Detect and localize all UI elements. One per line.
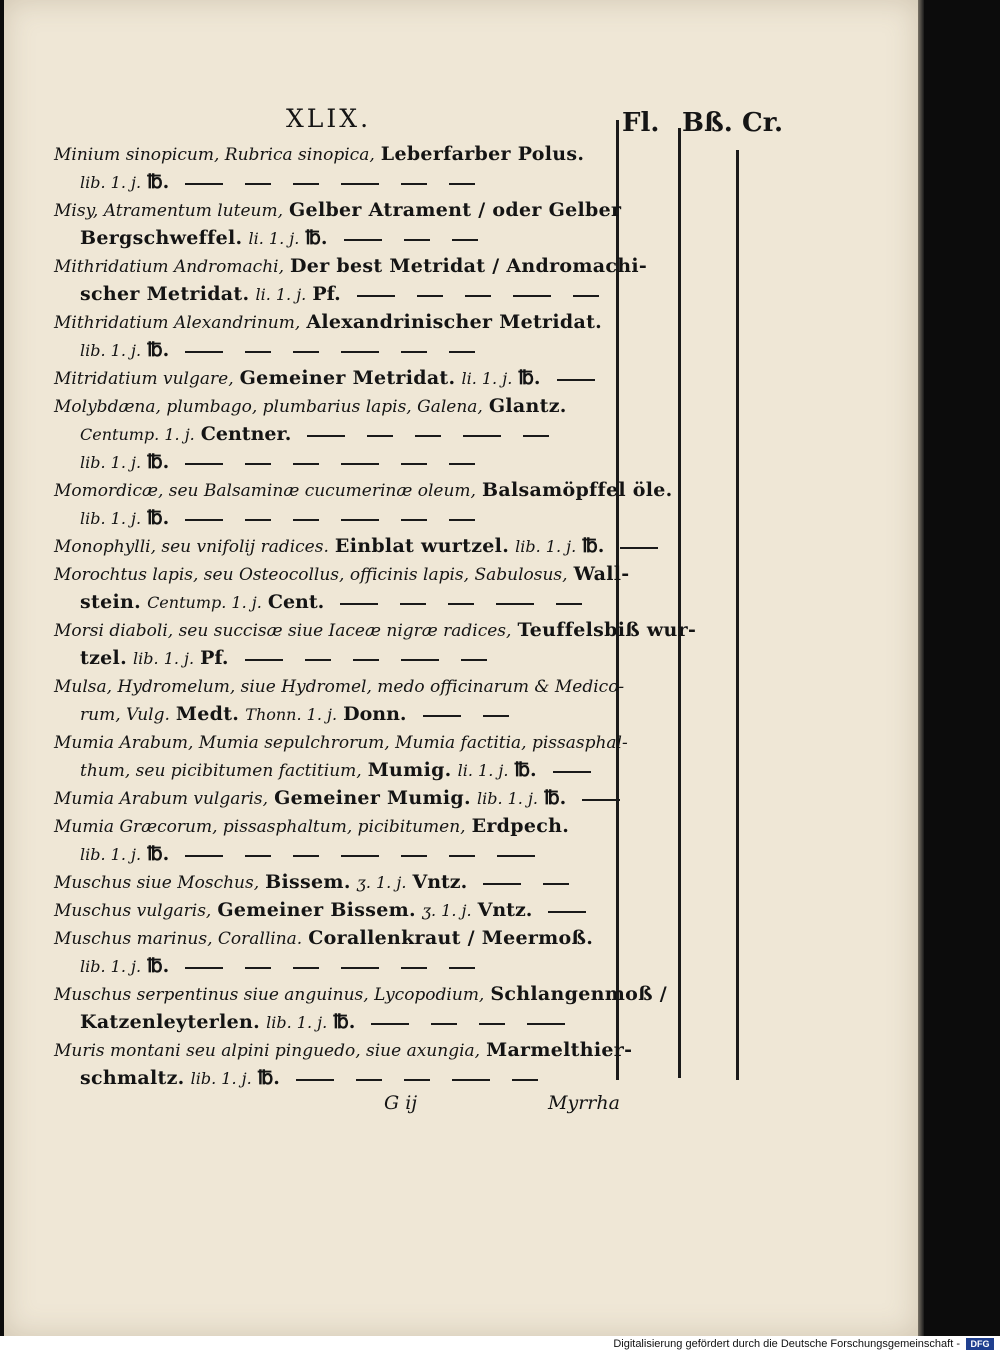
dash-mark xyxy=(341,519,379,521)
entry-quantity: Thonn. 1. j. xyxy=(245,705,338,724)
entry-german: Balsamöpffel öle. xyxy=(481,479,673,501)
price-dashes xyxy=(307,421,571,449)
entry-unit: ℔. xyxy=(582,535,605,557)
price-dashes xyxy=(185,449,497,477)
dash-mark xyxy=(245,659,283,661)
dash-mark xyxy=(479,1023,505,1025)
price-dashes xyxy=(245,645,509,673)
list-item xyxy=(54,364,614,392)
entry-latin: Muschus vulgaris, xyxy=(54,901,212,921)
entry-latin: Mumia Arabum, Mumia sepulchrorum, Mumia factitia, pissasphal- xyxy=(54,733,628,753)
entry-german: Gelber Atrament / oder Gelber xyxy=(289,199,622,221)
price-dashes xyxy=(340,589,604,617)
entry-latin: Mithridatium Alexandrinum, xyxy=(54,313,301,333)
column-rule-3 xyxy=(736,150,739,1080)
dash-mark xyxy=(245,519,271,521)
entry-latin: Muschus siue Moschus, xyxy=(54,873,260,893)
dash-mark xyxy=(465,295,491,297)
dash-mark xyxy=(185,463,223,465)
list-item xyxy=(54,280,614,308)
price-dashes xyxy=(185,169,497,197)
entry-unit: ℔. xyxy=(147,507,170,529)
price-dashes xyxy=(344,225,500,253)
dash-mark xyxy=(523,435,549,437)
dash-mark xyxy=(293,183,319,185)
list-item xyxy=(54,336,614,364)
entry-quantity: ʒ. 1. j. xyxy=(356,873,407,892)
entry-german: scher Metridat. xyxy=(80,283,250,305)
dash-mark xyxy=(543,883,569,885)
entry-german: Corallenkraut / Meermoß. xyxy=(308,927,594,949)
entry-quantity: lib. 1. j. xyxy=(133,649,195,668)
dash-mark xyxy=(449,463,475,465)
dash-mark xyxy=(293,463,319,465)
price-dashes xyxy=(296,1065,560,1093)
price-dashes xyxy=(371,1009,587,1037)
dash-mark xyxy=(556,603,582,605)
column-head-batzen: Bß. xyxy=(682,108,733,138)
entry-latin: Muschus serpentinus siue anguinus, Lycopodium, xyxy=(54,985,485,1005)
entry-german: Leberfarber Polus. xyxy=(380,143,585,165)
dash-mark xyxy=(582,799,620,801)
list-item xyxy=(54,896,614,924)
list-item xyxy=(54,728,628,756)
list-item xyxy=(54,504,614,532)
entry-latin: Morsi diaboli, seu succisæ siue Iaceæ nigræ radices, xyxy=(54,621,512,641)
entry-quantity: Centump. 1. j. xyxy=(80,425,195,444)
entry-german: Glantz. xyxy=(488,395,567,417)
entry-german: Katzenleyterlen. xyxy=(80,1011,261,1033)
dash-mark xyxy=(341,463,379,465)
list-item xyxy=(54,812,614,840)
entry-latin: Mumia Arabum vulgaris, xyxy=(54,789,269,809)
dash-mark xyxy=(553,771,591,773)
entry-german: Bergschweffel. xyxy=(80,227,243,249)
entry-quantity: lib. 1. j. xyxy=(80,957,142,976)
dash-mark xyxy=(245,463,271,465)
entry-latin: Muris montani seu alpini pinguedo, siue axungia, xyxy=(54,1041,481,1061)
entry-quantity: lib. 1. j. xyxy=(80,509,142,528)
entry-unit: ℔. xyxy=(147,843,170,865)
dash-mark xyxy=(293,519,319,521)
entry-unit: ℔. xyxy=(147,339,170,361)
list-item xyxy=(54,924,614,952)
list-item xyxy=(54,672,625,700)
list-item xyxy=(54,476,673,504)
dash-mark xyxy=(401,519,427,521)
dash-mark xyxy=(185,183,223,185)
dash-mark xyxy=(496,603,534,605)
dash-mark xyxy=(245,855,271,857)
entry-quantity: lib. 1. j. xyxy=(80,453,142,472)
price-dashes xyxy=(557,365,617,393)
entry-unit: Centner. xyxy=(200,423,292,445)
entry-german: tzel. xyxy=(80,647,127,669)
price-dashes xyxy=(357,281,621,309)
dash-mark xyxy=(341,351,379,353)
price-dashes xyxy=(553,757,613,785)
price-dashes xyxy=(185,953,497,981)
entry-latin: thum, seu picibitumen factitium, xyxy=(80,761,362,781)
dash-mark xyxy=(400,603,426,605)
price-list xyxy=(54,140,697,1092)
price-dashes xyxy=(185,841,557,869)
entry-german: Gemeiner Mumig. xyxy=(274,787,471,809)
dash-mark xyxy=(356,1079,382,1081)
entry-unit: Cent. xyxy=(267,591,325,613)
entry-unit: Vntz. xyxy=(477,899,533,921)
price-dashes xyxy=(483,869,591,897)
list-item xyxy=(54,868,614,896)
column-head-florin: Fl. xyxy=(622,108,660,138)
dash-mark xyxy=(367,435,393,437)
dash-mark xyxy=(245,351,271,353)
entry-german: Gemeiner Bissem. xyxy=(217,899,416,921)
dash-mark xyxy=(341,855,379,857)
dash-mark xyxy=(307,435,345,437)
price-dashes xyxy=(620,533,680,561)
dash-mark xyxy=(449,967,475,969)
dash-mark xyxy=(431,1023,457,1025)
list-item xyxy=(54,980,667,1008)
column-rule-2 xyxy=(678,128,681,1078)
entry-german: Mumig. xyxy=(367,759,452,781)
price-dashes xyxy=(185,505,497,533)
list-item xyxy=(54,1008,614,1036)
dash-mark xyxy=(449,519,475,521)
dash-mark xyxy=(185,855,223,857)
dash-mark xyxy=(423,715,461,717)
price-dashes xyxy=(582,785,642,813)
entry-quantity: lib. 1. j. xyxy=(190,1069,252,1088)
dash-mark xyxy=(245,967,271,969)
dash-mark xyxy=(573,295,599,297)
dash-mark xyxy=(548,911,586,913)
entry-quantity: li. 1. j. xyxy=(248,229,300,248)
dfg-logo: DFG xyxy=(966,1338,994,1350)
catchword: Myrrha xyxy=(548,1092,620,1114)
dash-mark xyxy=(245,183,271,185)
list-item xyxy=(54,840,614,868)
entry-latin: Mulsa, Hydromelum, siue Hydromel, medo officinarum & Medico- xyxy=(54,677,625,697)
dash-mark xyxy=(185,967,223,969)
entry-latin: Mitridatium vulgare, xyxy=(54,369,234,389)
dash-mark xyxy=(417,295,443,297)
entry-latin: Momordicæ, seu Balsaminæ cucumerinæ oleum, xyxy=(54,481,476,501)
entry-quantity: lib. 1. j. xyxy=(476,789,539,808)
dash-mark xyxy=(512,1079,538,1081)
list-item xyxy=(54,588,614,616)
entry-german: Erdpech. xyxy=(471,815,570,837)
entry-unit: Pf. xyxy=(200,647,229,669)
dash-mark xyxy=(404,1079,430,1081)
list-item xyxy=(54,224,614,252)
list-item xyxy=(54,140,614,168)
dash-mark xyxy=(461,659,487,661)
entry-quantity: Centump. 1. j. xyxy=(147,593,262,612)
list-item xyxy=(54,952,614,980)
entry-latin: Misy, Atramentum luteum, xyxy=(54,201,283,221)
dash-mark xyxy=(483,715,509,717)
entry-german: Medt. xyxy=(175,703,240,725)
dash-mark xyxy=(513,295,551,297)
entry-unit: Donn. xyxy=(343,703,407,725)
dash-mark xyxy=(401,659,439,661)
dash-mark xyxy=(357,295,395,297)
entry-german: Schlangenmoß / xyxy=(490,983,667,1005)
entry-german: Der best Metridat / Andromachi- xyxy=(290,255,648,277)
list-item xyxy=(54,392,614,420)
dash-mark xyxy=(557,379,595,381)
dash-mark xyxy=(293,967,319,969)
signature-mark: G ij xyxy=(384,1092,418,1114)
entry-quantity: lib. 1. j. xyxy=(80,341,142,360)
dash-mark xyxy=(497,855,535,857)
dash-mark xyxy=(401,183,427,185)
dash-mark xyxy=(293,351,319,353)
entry-unit: ℔. xyxy=(305,227,328,249)
dash-mark xyxy=(341,967,379,969)
entry-latin: Mumia Græcorum, pissasphaltum, picibitumen, xyxy=(54,817,466,837)
dash-mark xyxy=(620,547,658,549)
entry-unit: ℔. xyxy=(147,171,170,193)
entry-german: Einblat wurtzel. xyxy=(334,535,510,557)
dash-mark xyxy=(185,519,223,521)
entry-unit: ℔. xyxy=(544,787,567,809)
dash-mark xyxy=(415,435,441,437)
dash-mark xyxy=(449,183,475,185)
column-head-kreuzer: Cr. xyxy=(742,108,784,138)
dash-mark xyxy=(341,183,379,185)
entry-german: Bissem. xyxy=(265,871,351,893)
price-dashes xyxy=(185,337,497,365)
dash-mark xyxy=(527,1023,565,1025)
dash-mark xyxy=(448,603,474,605)
dash-mark xyxy=(401,351,427,353)
list-item xyxy=(54,700,614,728)
dash-mark xyxy=(452,239,478,241)
entry-german: Teuffelsbiß wur- xyxy=(517,619,697,641)
dash-mark xyxy=(353,659,379,661)
entry-unit: Vntz. xyxy=(412,871,468,893)
entry-german: Marmelthier- xyxy=(486,1039,633,1061)
list-item xyxy=(54,532,614,560)
entry-german: Gemeiner Metridat. xyxy=(239,367,456,389)
dash-mark xyxy=(401,855,427,857)
dash-mark xyxy=(296,1079,334,1081)
entry-unit: ℔. xyxy=(333,1011,356,1033)
entry-unit: ℔. xyxy=(147,451,170,473)
list-item xyxy=(54,448,614,476)
list-item xyxy=(54,420,614,448)
page-edge xyxy=(918,0,924,1336)
list-item xyxy=(54,644,614,672)
dash-mark xyxy=(401,967,427,969)
entry-quantity: lib. 1. j. xyxy=(266,1013,328,1032)
funding-credit: Digitalisierung gefördert durch die Deutsche Forschungsgemeinschaft - xyxy=(613,1338,960,1350)
dash-mark xyxy=(344,239,382,241)
entry-quantity: li. 1. j. xyxy=(255,285,307,304)
price-dashes xyxy=(423,701,531,729)
entry-quantity: ʒ. 1. j. xyxy=(421,901,472,920)
entry-latin: Molybdæna, plumbago, plumbarius lapis, Galena, xyxy=(54,397,483,417)
dash-mark xyxy=(449,351,475,353)
dash-mark xyxy=(340,603,378,605)
dash-mark xyxy=(404,239,430,241)
dash-mark xyxy=(449,855,475,857)
page-folio: XLIX. xyxy=(286,104,372,133)
entry-unit: Pf. xyxy=(312,283,341,305)
list-item xyxy=(54,784,614,812)
entry-latin: rum, Vulg. xyxy=(80,705,170,725)
list-item xyxy=(54,756,614,784)
list-item xyxy=(54,616,697,644)
entry-latin: Monophylli, seu vnifolij radices. xyxy=(54,537,329,557)
dash-mark xyxy=(483,883,521,885)
entry-latin: Morochtus lapis, seu Osteocollus, officinis lapis, Sabulosus, xyxy=(54,565,568,585)
list-item xyxy=(54,252,648,280)
entry-german: Alexandrinischer Metridat. xyxy=(306,311,603,333)
dash-mark xyxy=(463,435,501,437)
dash-mark xyxy=(371,1023,409,1025)
price-dashes xyxy=(548,897,608,925)
list-item xyxy=(54,1036,633,1064)
list-item xyxy=(54,168,614,196)
entry-unit: ℔. xyxy=(514,759,537,781)
list-item xyxy=(54,560,630,588)
entry-german: Wall- xyxy=(573,563,630,585)
entry-unit: ℔. xyxy=(147,955,170,977)
entry-quantity: lib. 1. j. xyxy=(80,173,142,192)
entry-german: stein. xyxy=(80,591,142,613)
dash-mark xyxy=(305,659,331,661)
list-item xyxy=(54,308,614,336)
entry-quantity: lib. 1. j. xyxy=(80,845,142,864)
entry-quantity: lib. 1. j. xyxy=(515,537,577,556)
dash-mark xyxy=(293,855,319,857)
dash-mark xyxy=(452,1079,490,1081)
entry-latin: Muschus marinus, Corallina. xyxy=(54,929,303,949)
entry-german: schmaltz. xyxy=(80,1067,185,1089)
list-item xyxy=(54,196,622,224)
entry-latin: Mithridatium Andromachi, xyxy=(54,257,284,277)
dash-mark xyxy=(185,351,223,353)
entry-unit: ℔. xyxy=(518,367,541,389)
entry-quantity: li. 1. j. xyxy=(457,761,509,780)
entry-quantity: li. 1. j. xyxy=(461,369,513,388)
dash-mark xyxy=(401,463,427,465)
list-item xyxy=(54,1064,614,1092)
entry-unit: ℔. xyxy=(257,1067,280,1089)
entry-latin: Minium sinopicum, Rubrica sinopica, xyxy=(54,145,375,165)
